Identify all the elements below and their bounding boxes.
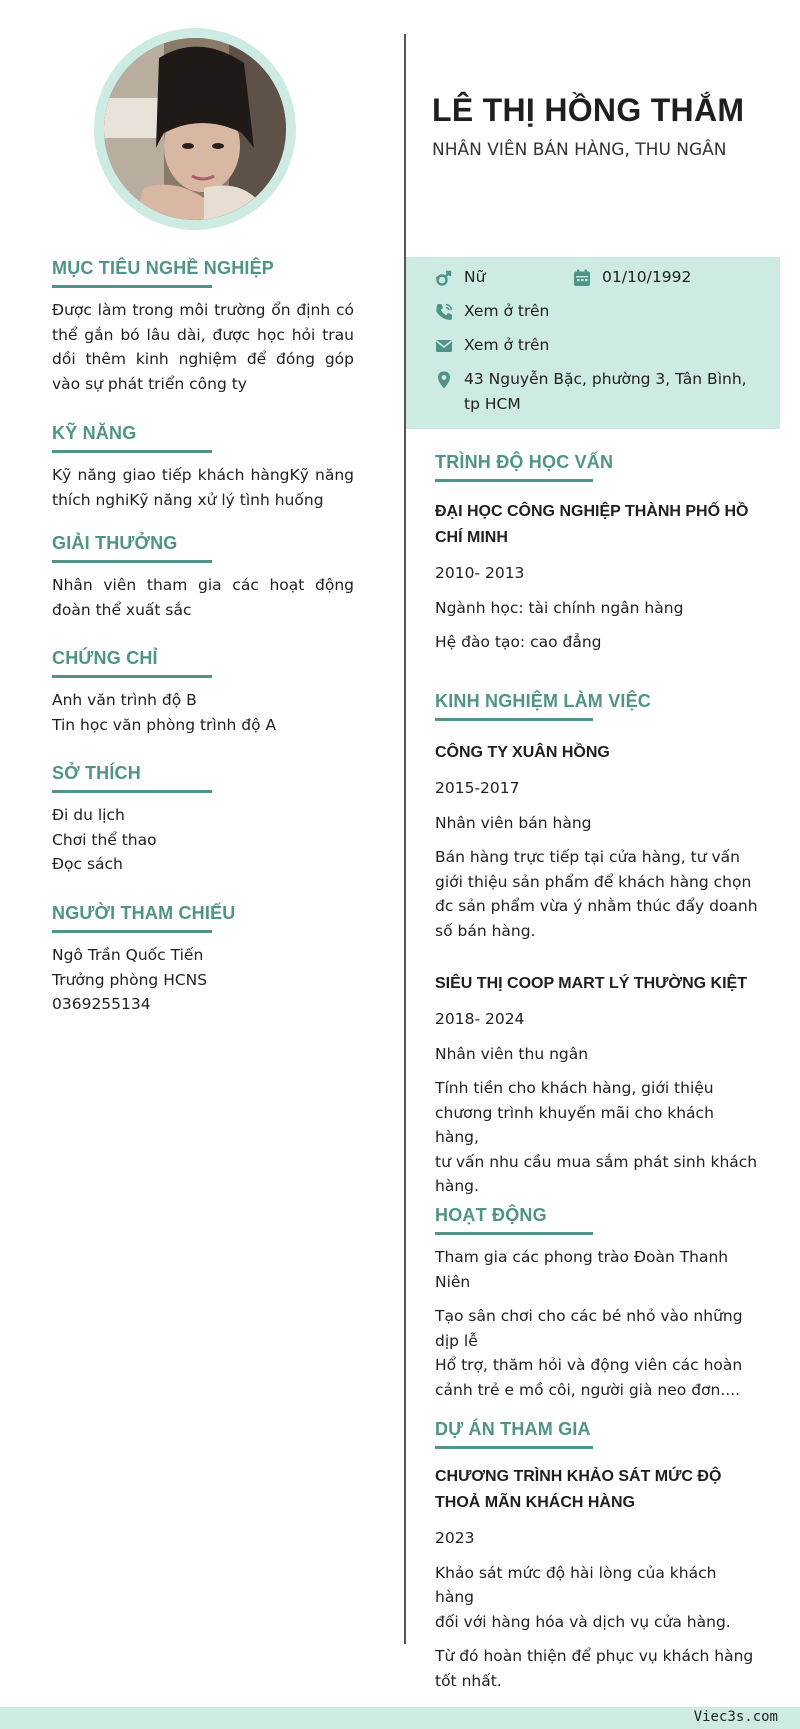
calendar-icon [572,265,602,290]
education-level: Hệ đào tạo: cao đẳng [435,633,602,651]
school-name: ĐẠI HỌC CÔNG NGHIỆP THÀNH PHỐ HỒ [435,503,749,520]
gender-icon [434,265,464,290]
skills-text: Kỹ năng giao tiếp khách hàngKỹ năng thích nghiKỹ năng xử lý tình huống [52,466,354,509]
contact-address [434,367,747,417]
contact-email [434,333,549,358]
references-rule [52,930,212,933]
job-description: chương trình khuyến mãi cho khách hàng, [435,1103,714,1146]
certificate-item: Anh văn trình độ B [52,691,197,709]
activities-rule [435,1232,593,1235]
objective-rule [52,285,212,288]
projects-title: DỰ ÁN THAM GIA [435,1419,591,1439]
objective-title: MỤC TIÊU NGHỀ NGHIỆP [52,258,275,278]
activities-title: HOẠT ĐỘNG [435,1205,547,1225]
skills-title: KỸ NĂNG [52,423,137,443]
contact-panel [406,257,780,429]
project-name: CHƯƠNG TRÌNH KHẢO SÁT MỨC ĐỘ [435,1468,722,1485]
candidate-job-title: NHÂN VIÊN BÁN HÀNG, THU NGÂN [432,140,727,160]
awards-text: Nhân viên tham gia các hoạt động đoàn thể xuất sắc [52,576,354,619]
email-icon [434,333,464,358]
experience-item [435,740,760,943]
contact-phone [434,299,549,324]
certificates-title: CHỨNG CHỈ [52,648,158,668]
experience-section [435,691,760,1199]
candidate-name: LÊ THỊ HỒNG THẮM [432,92,745,128]
job-description: đc sản phẩm vừa ý nhằm thúc đẩy doanh [435,897,758,915]
job-period: 2018- 2024 [435,1010,525,1028]
awards-title: GIẢI THƯỞNG [52,533,178,553]
address-line: tp HCM [464,395,521,413]
project-year: 2023 [435,1529,475,1547]
address-line: 43 Nguyễn Bặc, phường 3, Tân Bình, [464,370,747,388]
experience-rule [435,718,593,721]
project-description: tốt nhất. [435,1671,502,1690]
job-description: tư vấn nhu cầu mua sắm phát sinh khách [435,1152,758,1171]
school-name: CHÍ MINH [435,529,508,546]
avatar-frame [94,28,296,230]
reference-phone: 0369255134 [52,995,151,1013]
activity-text: Tạo sân chơi cho các bé nhỏ vào những [435,1307,743,1325]
location-icon [434,367,464,392]
skills-rule [52,450,212,453]
site-watermark[interactable]: Viec3s.com [693,1709,778,1725]
contact-birthdate [572,265,691,290]
education-rule [435,479,593,482]
certificates-section [52,648,354,737]
education-period: 2010- 2013 [435,564,525,582]
references-section [52,903,354,1017]
reference-name: Ngô Trần Quốc Tiến [52,946,204,964]
job-position: Nhân viên bán hàng [435,813,592,832]
education-major: Ngành học: tài chính ngân hàng [435,598,684,617]
experience-item [435,971,760,1199]
job-description: Bán hàng trực tiếp tại cửa hàng, tư vấn [435,848,740,866]
certificates-rule [52,675,212,678]
project-description: đối với hàng hóa và dịch vụ cửa hàng. [435,1612,731,1631]
birthdate-value: 01/10/1992 [602,268,692,286]
skills-section [52,423,354,512]
experience-title: KINH NGHIỆM LÀM VIỆC [435,691,652,711]
gender-value: Nữ [464,268,486,286]
education-section [435,452,760,655]
projects-section [435,1419,760,1693]
awards-rule [52,560,212,563]
activity-text: Tham gia các phong trào Đoàn Thanh [435,1248,729,1266]
footer-bar [0,1707,800,1729]
education-title: TRÌNH ĐỘ HỌC VẤN [435,452,614,472]
references-title: NGƯỜI THAM CHIẾU [52,903,236,923]
awards-section [52,533,354,622]
hobbies-rule [52,790,212,793]
job-description: Tính tiền cho khách hàng, giới thiệu [435,1079,714,1097]
hobby-item: Đi du lịch [52,806,125,824]
activity-text: Niên [435,1272,471,1291]
activity-text: dịp lễ [435,1331,478,1350]
project-description: Khảo sát mức độ hài lòng của khách hàng [435,1563,717,1606]
hobbies-section [52,763,354,877]
company-name: SIÊU THỊ COOP MART LÝ THƯỜNG KIỆT [435,975,747,992]
reference-position: Trưởng phòng HCNS [52,970,208,989]
objective-text: Được làm trong môi trường ổn định có thể gắn bó lâu dài, được học hỏi trau dồi thêm kinh nghiệm để đóng góp vào sự phát triển công ty [52,301,354,393]
job-description: giới thiệu sản phẩm để khách hàng chọn [435,872,752,891]
hobby-item: Chơi thể thao [52,830,157,849]
job-position: Nhân viên thu ngân [435,1044,589,1063]
job-period: 2015-2017 [435,779,520,797]
hobby-item: Đọc sách [52,855,123,873]
job-description: số bán hàng. [435,921,536,940]
company-name: CÔNG TY XUÂN HỒNG [435,744,610,761]
phone-icon [434,299,464,324]
phone-value[interactable]: Xem ở trên [464,302,550,320]
avatar-photo [104,38,286,220]
email-value[interactable]: Xem ở trên [464,336,550,354]
activities-section [435,1205,760,1402]
hobbies-title: SỞ THÍCH [52,763,141,783]
projects-rule [435,1446,593,1449]
project-description: Từ đó hoàn thiện để phục vụ khách hàng [435,1647,754,1665]
activity-text: Hổ trợ, thăm hỏi và động viên các hoàn [435,1356,743,1374]
activity-text: cảnh trẻ e mồ côi, người già neo đơn.... [435,1380,741,1399]
contact-gender [434,265,485,290]
avatar [104,38,286,220]
job-description: hàng. [435,1177,479,1195]
certificate-item: Tin học văn phòng trình độ A [52,715,277,734]
project-name: THOẢ MÃN KHÁCH HÀNG [435,1494,635,1511]
objective-section [52,258,354,396]
